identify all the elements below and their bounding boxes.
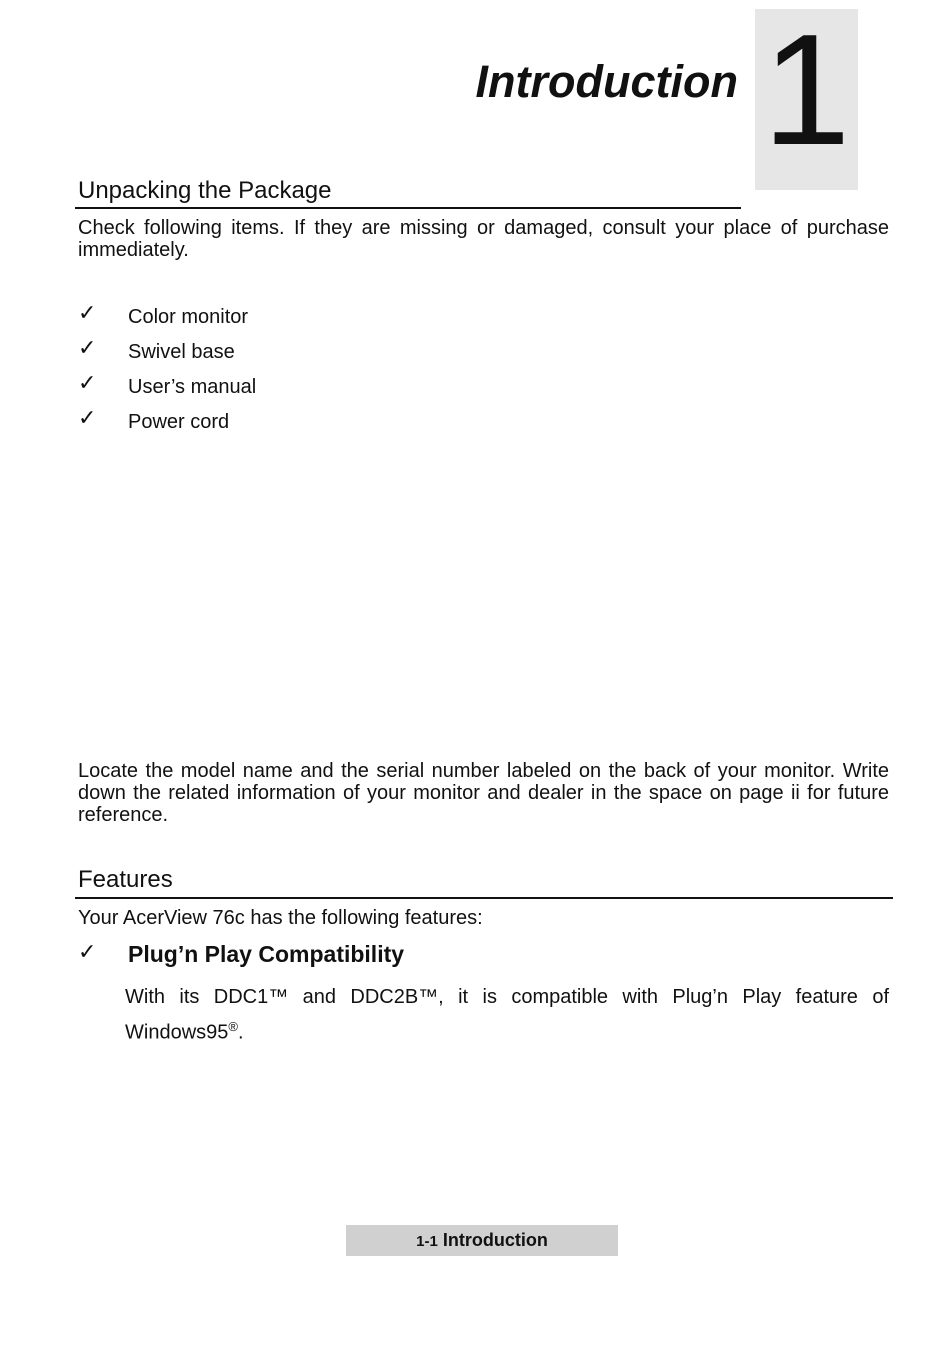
chapter-number: 1 [762, 2, 851, 178]
list-item-label: Color monitor [128, 306, 249, 328]
checkmark-icon: ✓ [78, 370, 97, 395]
checkmark-icon: ✓ [78, 300, 97, 325]
page-footer [346, 1225, 618, 1256]
features-heading-rule [75, 897, 893, 899]
footer-page-number: 1-1 [416, 1233, 438, 1250]
checkmark-icon: ✓ [78, 405, 97, 430]
checkmark-icon: ✓ [78, 939, 97, 964]
features-heading: Features [78, 866, 173, 893]
locate-note: Locate the model name and the serial number labeled on the back of your monitor. Write down the related information of your monitor and dealer in the space on page ii for future reference. [78, 760, 889, 826]
features-intro: Your AcerView 76c has the following features: [78, 907, 483, 929]
unpacking-intro: Check following items. If they are missing or damaged, consult your place of purchase immediately. [78, 217, 889, 261]
checkmark-icon: ✓ [78, 335, 97, 360]
unpacking-heading-rule [75, 207, 741, 209]
list-item-label: Power cord [128, 411, 230, 433]
footer-section-name: Introduction [442, 1230, 548, 1250]
unpacking-heading: Unpacking the Package [78, 177, 332, 204]
chapter-number-box [755, 2, 858, 190]
list-item-label: Swivel base [128, 341, 235, 363]
feature-description-end: . [237, 1021, 244, 1044]
chapter-title: Introduction [475, 56, 738, 107]
feature-description-text: With its DDC1™ and DDC2B™, it is compatible with Plug’n Play feature of Windows95 [125, 986, 889, 1044]
list-item-label: User’s manual [128, 376, 257, 398]
feature-description [125, 982, 889, 1048]
feature-title: Plug’n Play Compatibility [128, 941, 405, 967]
feature-item [78, 940, 889, 970]
registered-mark: ® [228, 1019, 238, 1034]
